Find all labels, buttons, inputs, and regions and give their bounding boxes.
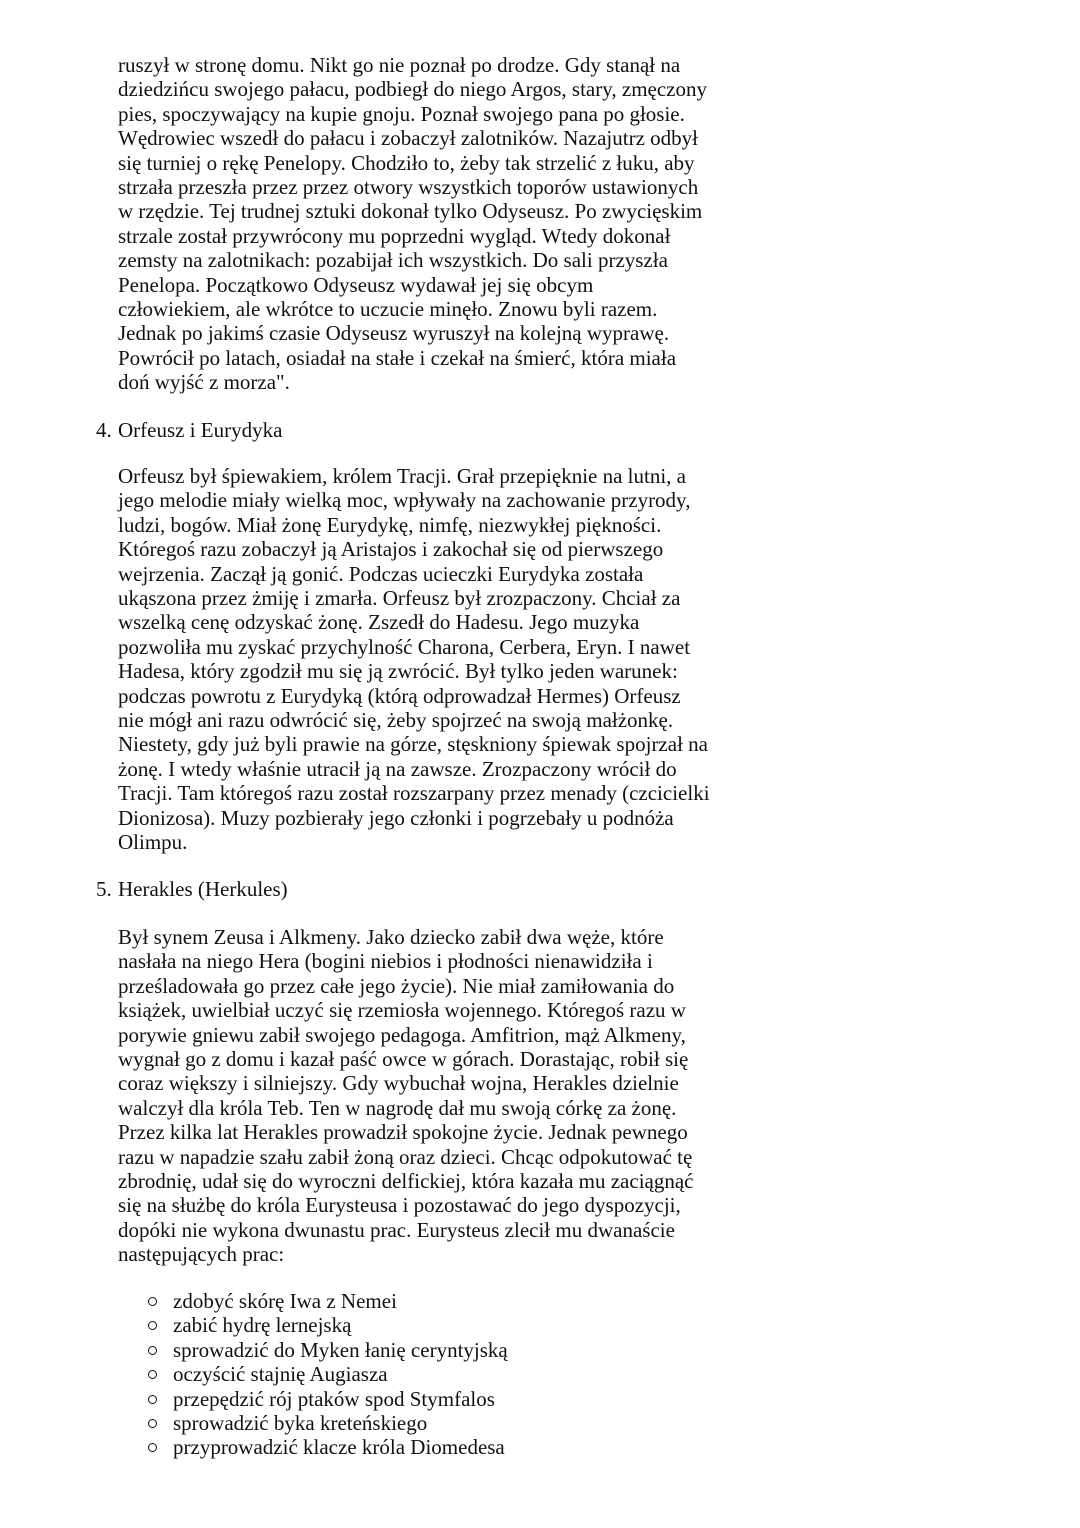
list-item-text: zabić hydrę lernejską bbox=[173, 1313, 352, 1338]
list-item bbox=[148, 1362, 508, 1386]
paragraph-line: nasłała na niego Hera (bogini niebios i płodności nienawidziła i bbox=[118, 949, 653, 974]
hollow-circle-bullet-icon bbox=[148, 1346, 157, 1355]
paragraph-line: strzale został przywrócony mu poprzedni wygląd. Wtedy dokonał bbox=[118, 223, 671, 248]
paragraph-line: Penelopa. Początkowo Odyseusz wydawał jej się obcym bbox=[118, 272, 594, 297]
paragraph-line: wygnał go z domu i kazał paść owce w górach. Dorastając, robił się bbox=[118, 1047, 689, 1072]
paragraph-line: się na służbę do króla Eurysteusa i pozostawać do jego dyspozycji, bbox=[118, 1193, 681, 1218]
section-title: Herakles (Herkules) bbox=[118, 877, 288, 901]
paragraph-line: wszelką cenę odzyskać żonę. Zszedł do Hadesu. Jego muzyka bbox=[118, 610, 640, 635]
paragraph-line: razu w napadzie szału zabił żoną oraz dzieci. Chcąc odpokutować tę bbox=[118, 1144, 693, 1169]
paragraph-line: Orfeusz był śpiewakiem, królem Tracji. Grał przepięknie na lutni, a bbox=[118, 464, 687, 488]
hollow-circle-bullet-icon bbox=[148, 1443, 157, 1452]
section-title: Orfeusz i Eurydyka bbox=[118, 418, 283, 442]
list-item-text: przepędzić rój ptaków spod Stymfalos bbox=[173, 1386, 495, 1411]
paragraph-line: zbrodnię, udał się do wyroczni delfickiej, która kazała mu zaciągnąć bbox=[118, 1169, 694, 1194]
paragraph-line: Hadesa, który zgodził mu się ją zwrócić. Był tylko jeden warunek: bbox=[118, 659, 678, 684]
paragraph-line: następujących prac: bbox=[118, 1242, 285, 1267]
paragraph-line: człowiekiem, ale wkrótce to uczucie minęło. Znowu byli razem. bbox=[118, 297, 658, 322]
list-item bbox=[148, 1289, 508, 1313]
herakles-paragraph bbox=[118, 925, 758, 1267]
hollow-circle-bullet-icon bbox=[148, 1419, 157, 1428]
paragraph-line: dziedzińcu swojego pałacu, podbiegł do niego Argos, stary, zmęczony bbox=[118, 77, 708, 102]
list-item bbox=[148, 1411, 508, 1435]
list-item-text: oczyścić stajnię Augiasza bbox=[173, 1362, 388, 1387]
paragraph-line: się turniej o rękę Penelopy. Chodziło to, żeby tak strzelić z łuku, aby bbox=[118, 150, 695, 175]
hollow-circle-bullet-icon bbox=[148, 1370, 157, 1379]
hollow-circle-bullet-icon bbox=[148, 1297, 157, 1306]
section-4-heading bbox=[96, 418, 282, 442]
section-5-heading bbox=[96, 877, 288, 901]
paragraph-line: w rzędzie. Tej trudnej sztuki dokonał tylko Odyseusz. Po zwycięskim bbox=[118, 199, 703, 224]
paragraph-line: książek, uwielbiał uczyć się rzemiosła wojennego. Któregoś razu w bbox=[118, 998, 686, 1023]
paragraph-line: wejrzenia. Zaczął ją gonić. Podczas ucieczki Eurydyka została bbox=[118, 561, 644, 586]
paragraph-line: dopóki nie wykona dwunastu prac. Eurysteus zlecił mu dwanaście bbox=[118, 1217, 675, 1242]
orfeusz-paragraph bbox=[118, 464, 758, 855]
list-item-text: sprowadzić do Myken łanię ceryntyjską bbox=[173, 1337, 508, 1362]
paragraph-line: Jednak po jakimś czasie Odyseusz wyruszył na kolejną wyprawę. bbox=[118, 321, 670, 346]
hollow-circle-bullet-icon bbox=[148, 1321, 157, 1330]
list-item-text: przyprowadzić klacze króla Diomedesa bbox=[173, 1435, 505, 1460]
paragraph-line: podczas powrotu z Eurydyką (którą odprowadzał Hermes) Orfeusz bbox=[118, 683, 681, 708]
hollow-circle-bullet-icon bbox=[148, 1395, 157, 1404]
paragraph-line: strzała przeszła przez przez otwory wszystkich toporów ustawionych bbox=[118, 175, 699, 200]
paragraph-line: pies, spoczywający na kupie gnoju. Poznał swojego pana po głosie. bbox=[118, 101, 685, 126]
paragraph-line: Powrócił po latach, osiadał na stałe i czekał na śmierć, która miała bbox=[118, 345, 677, 370]
list-item-text: sprowadzić byka kreteńskiego bbox=[173, 1411, 428, 1436]
paragraph-line: ukąszona przez żmiję i zmarła. Orfeusz był zrozpaczony. Chciał za bbox=[118, 586, 681, 611]
list-item bbox=[148, 1435, 508, 1459]
paragraph-line: ludzi, bogów. Miał żonę Eurydykę, nimfę, niezwykłej piękności. bbox=[118, 512, 662, 537]
paragraph-line: Któregoś razu zobaczył ją Aristajos i zakochał się od pierwszego bbox=[118, 537, 664, 562]
odyseusz-paragraph bbox=[118, 53, 758, 395]
section-number: 4. bbox=[96, 418, 112, 442]
paragraph-line: coraz większy i silniejszy. Gdy wybuchał wojna, Herakles dzielnie bbox=[118, 1071, 679, 1096]
paragraph-line: pozwoliła mu zyskać przychylność Charona, Cerbera, Eryn. I nawet bbox=[118, 634, 691, 659]
paragraph-line: Wędrowiec wszedł do pałacu i zobaczył zalotników. Nazajutrz odbył bbox=[118, 126, 698, 151]
paragraph-line: zemsty na zalotnikach: pozabijał ich wszystkich. Do sali przyszła bbox=[118, 248, 668, 273]
paragraph-line: Przez kilka lat Herakles prowadził spokojne życie. Jednak pewnego bbox=[118, 1120, 688, 1145]
paragraph-line: żonę. I wtedy właśnie utracił ją na zawsze. Zrozpaczony wrócił do bbox=[118, 756, 677, 781]
paragraph-line: Dionizosa). Muzy pozbierały jego członki i pogrzebały u podnóża bbox=[118, 805, 674, 830]
paragraph-line: walczył dla króla Teb. Ten w nagrodę dał mu swoją córkę za żonę. bbox=[118, 1095, 677, 1120]
paragraph-line: nie mógł ani razu odwrócić się, żeby spojrzeć na swoją małżonkę. bbox=[118, 708, 674, 733]
paragraph-line: Był synem Zeusa i Alkmeny. Jako dziecko zabił dwa węże, które bbox=[118, 925, 664, 949]
labours-list bbox=[148, 1289, 508, 1460]
list-item bbox=[148, 1313, 508, 1337]
paragraph-line: Tracji. Tam któregoś razu został rozszarpany przez menady (czcicielki bbox=[118, 781, 710, 806]
list-item bbox=[148, 1387, 508, 1411]
paragraph-line: Olimpu. bbox=[118, 830, 188, 855]
section-number: 5. bbox=[96, 877, 112, 901]
paragraph-line: Niestety, gdy już byli prawie na górze, stęskniony śpiewak spojrzał na bbox=[118, 732, 708, 757]
paragraph-line: prześladowała go przez całe jego życie). Nie miał zamiłowania do bbox=[118, 973, 675, 998]
paragraph-line: ruszył w stronę domu. Nikt go nie poznał po drodze. Gdy stanął na bbox=[118, 53, 681, 77]
paragraph-line: doń wyjść z morza". bbox=[118, 370, 290, 395]
list-item bbox=[148, 1338, 508, 1362]
list-item-text: zdobyć skórę Iwa z Nemei bbox=[173, 1289, 397, 1313]
paragraph-line: jego melodie miały wielką moc, wpływały na zachowanie przyrody, bbox=[118, 488, 691, 513]
paragraph-line: porywie gniewu zabił swojego pedagoga. Amfitrion, mąż Alkmeny, bbox=[118, 1022, 686, 1047]
